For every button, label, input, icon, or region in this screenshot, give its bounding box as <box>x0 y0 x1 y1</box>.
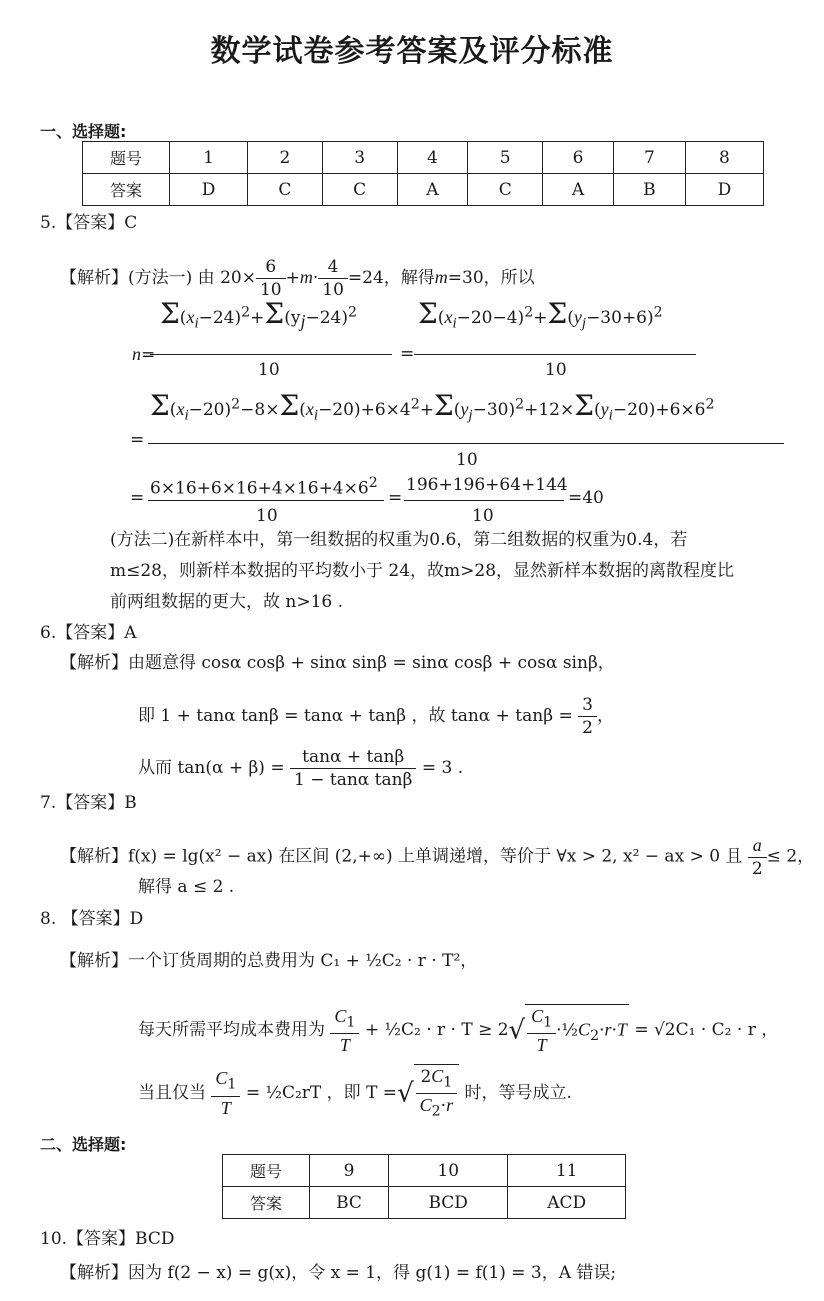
formula-den: 10 <box>258 360 280 380</box>
table-cell: D <box>170 174 248 206</box>
equals: = <box>130 488 145 508</box>
text: 由 <box>197 268 215 288</box>
formula-den: 10 <box>456 450 478 470</box>
q5-analysis-line1: 【解析】(方法一) 由 20× $\frac{6}{10}$ +m· $\frac{4}{10}$ =24，解得m=30，所以 <box>60 257 535 300</box>
page-title: 数学试卷参考答案及评分标准 <box>210 34 614 69</box>
equals: = <box>400 344 415 364</box>
formula-n: n= <box>132 344 156 365</box>
table-row <box>223 1187 626 1219</box>
text: ，解得 <box>383 268 435 288</box>
table-cell: BC <box>310 1187 389 1219</box>
table-row <box>223 1155 626 1187</box>
text: f(x) = lg(x² − ax) 在区间 (2,+∞) 上单调递增，等价于 ∀x > 2, x² − ax > 0 且 <box>128 846 743 867</box>
table-cell: ACD <box>508 1187 626 1219</box>
analysis-tag: 【解析】 <box>60 268 128 288</box>
table-row <box>83 174 764 206</box>
table-header-cell: 答案 <box>223 1187 310 1219</box>
method-label: (方法二) <box>110 530 175 550</box>
q7-analysis-line1 <box>60 834 814 880</box>
formula-row3-num: $6\times 16+6\times 16+4\times 16+4\times 6^2$ <box>150 475 378 499</box>
text: 一个订货周期的总费用为 C₁ + ½C₂ · r · T²， <box>128 951 478 971</box>
table-cell: 10 <box>389 1155 508 1187</box>
text: 在新样本中，第一组数据的权重为0.6，第二组数据的权重为0.4，若 <box>174 530 688 550</box>
text: ≤ 2， <box>766 846 815 867</box>
q6-analysis-line3 <box>138 746 463 791</box>
q6-analysis-line2 <box>138 694 614 739</box>
table-cell: 8 <box>685 142 763 174</box>
fraction: $\frac{4}{10}$ <box>320 256 346 301</box>
formula-row3-num2: 196+196+64+144 <box>406 475 568 495</box>
text: 由题意得 cosα cosβ + sinα sinβ = sinα cosβ + cosα sinβ， <box>128 653 615 673</box>
section1-answer-table <box>82 141 764 206</box>
q8-analysis-line1 <box>60 950 477 972</box>
section1-heading: 一、选择题: <box>40 122 127 141</box>
formula-den: 10 <box>545 360 567 380</box>
fraction: $\frac{C_1}{T}$ <box>332 1005 357 1057</box>
fraction: $\frac{a}{2}$ <box>750 834 765 880</box>
table-row <box>83 142 764 174</box>
table-cell: B <box>613 174 685 206</box>
analysis-tag: 【解析】 <box>60 1263 128 1283</box>
text: 时，等号成立. <box>464 1082 572 1103</box>
q7-analysis-line2: 解得 a ≤ 2 . <box>138 877 235 897</box>
sqrt: $\frac{C_1}{T}$ $\cdot\frac{1}{2}C_2\cdot r\cdot T$ <box>525 1004 629 1057</box>
table-cell: D <box>685 174 763 206</box>
table-header-cell: 题号 <box>223 1155 310 1187</box>
table-cell: C <box>468 174 543 206</box>
table-cell: 5 <box>468 142 543 174</box>
text: ，所以 <box>483 268 535 288</box>
text: 当且仅当 <box>138 1082 206 1103</box>
q7-answer: 7.【答案】B <box>40 793 137 813</box>
formula-result: =40 <box>568 488 604 508</box>
text: 即 1 + tanα tanβ = tanα + tanβ ，故 tanα + tanβ = <box>138 706 573 726</box>
text: = 3 . <box>421 758 464 778</box>
table-cell: C <box>248 174 323 206</box>
text: = ½C₂rT ，即 T = <box>245 1082 398 1103</box>
q5-method2-line2: m≤28，则新样本数据的平均数小于 24，故m>28，显然新样本数据的离散程度比 <box>110 561 735 581</box>
formula-den: 10 <box>256 506 278 526</box>
q8-analysis-line3: 当且仅当 $\frac{C_1}{T}$ = ½C₂rT ，即 T =√ $\frac{2C_1}{C_2\cdot r}$ 时，等号成立. <box>138 1064 572 1123</box>
q8-analysis-line2: 每天所需平均成本费用为 $\frac{C_1}{T}$ + ½C₂ · r · T ≥ 2√ $\frac{C_1}{T}$ $\cdot\frac{1}{2}C_2\cdot r\cdot T = √2C_1 \cdot C_2 \cdot r$ ， <box>138 1005 779 1056</box>
sqrt: $\frac{2C_1}{C_2\cdot r}$ <box>414 1064 459 1123</box>
q5-method2-line1 <box>110 529 687 551</box>
q8-answer: 8. 【答案】D <box>40 909 144 929</box>
fraction: $\frac{3}{2}$ <box>580 694 595 739</box>
table-cell: BCD <box>389 1187 508 1219</box>
table-cell: 4 <box>397 142 468 174</box>
analysis-tag: 【解析】 <box>60 846 128 867</box>
formula-row1-num: $\Sigma(x_i-24)^2+\Sigma(y_j-24)^2$ <box>160 297 357 332</box>
formula-row1-num2: $\Sigma(x_i-20-4)^2+\Sigma(y_j-30+6)^2$ <box>418 297 663 332</box>
fraction-bar <box>414 354 696 355</box>
text: 每天所需平均成本费用为 <box>138 1020 325 1041</box>
q6-answer: 6.【答案】A <box>40 623 137 643</box>
text: ， <box>596 706 614 726</box>
table-header-cell: 答案 <box>83 174 170 206</box>
fraction: $\frac{C_1}{T}$ <box>213 1067 238 1119</box>
table-cell: 1 <box>170 142 248 174</box>
formula-row2-num: $\Sigma(x_i-20)^2-8\times\Sigma(x_i-20)+6\times 4^2+\Sigma(y_j-30)^2+12\times\Sigma(y_i-20)+6\times 6^2$ <box>150 389 715 424</box>
text: 因为 f(2 − x) = g(x)，令 x = 1，得 g(1) = f(1) = 3，A 错误; <box>128 1263 617 1283</box>
fraction-bar <box>150 354 392 355</box>
fraction-bar <box>404 500 564 501</box>
section2-answer-table <box>222 1154 626 1219</box>
text: = √2C₁ · C₂ · r ， <box>634 1020 779 1041</box>
q10-answer: 10.【答案】BCD <box>40 1229 175 1249</box>
fraction-bar <box>148 443 784 444</box>
method-label: (方法一) <box>128 268 193 288</box>
table-cell: 2 <box>248 142 323 174</box>
text: 从而 tan(α + β) = <box>138 758 285 778</box>
q5-method2-line3: 前两组数据的更大，故 n>16 . <box>110 592 344 612</box>
fraction-bar <box>148 500 384 501</box>
table-cell: 9 <box>310 1155 389 1187</box>
analysis-tag: 【解析】 <box>60 653 128 673</box>
formula-den: 10 <box>472 506 494 526</box>
equals: = <box>388 488 403 508</box>
table-cell: 7 <box>613 142 685 174</box>
section2-heading: 二、选择题: <box>40 1135 127 1154</box>
table-cell: 3 <box>322 142 397 174</box>
q10-analysis-line1 <box>60 1262 616 1284</box>
table-cell: C <box>322 174 397 206</box>
table-cell: 6 <box>543 142 614 174</box>
table-cell: A <box>397 174 468 206</box>
text: + ½C₂ · r · T ≥ 2 <box>364 1020 509 1041</box>
analysis-tag: 【解析】 <box>60 951 128 971</box>
q6-analysis-line1 <box>60 652 615 674</box>
fraction: $\frac{\tan\alpha + \tan\beta}{\text{1 − tanα tanβ}}$ <box>292 746 414 791</box>
q5-answer: 5.【答案】C <box>40 213 138 233</box>
fraction: $\frac{6}{10}$ <box>258 256 284 301</box>
table-cell: 11 <box>508 1155 626 1187</box>
table-header-cell: 题号 <box>83 142 170 174</box>
table-cell: A <box>543 174 614 206</box>
equals: = <box>130 430 145 450</box>
